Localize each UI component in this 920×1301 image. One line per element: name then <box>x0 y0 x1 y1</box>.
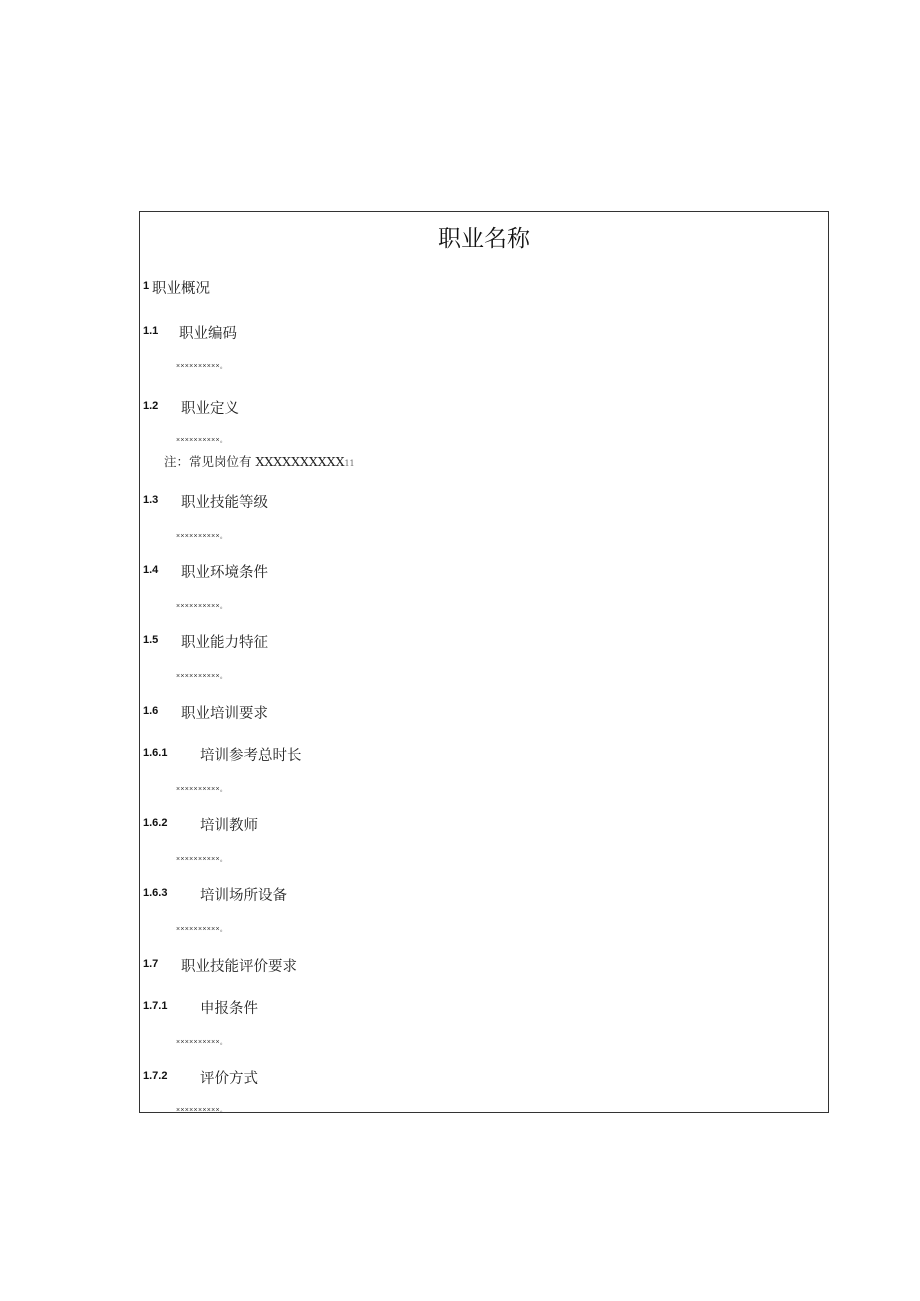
section-number: 1.7 <box>143 958 159 970</box>
section-label: 职业培训要求 <box>181 706 268 722</box>
section-1-6-3-body: ××××××××××。 <box>176 926 228 933</box>
section-number: 1.6 <box>143 705 159 717</box>
section-label: 职业概况 <box>152 281 210 297</box>
section-label: 评价方式 <box>200 1071 258 1087</box>
section-label: 培训参考总时长 <box>200 748 302 764</box>
section-label: 职业技能评价要求 <box>181 959 297 975</box>
section-number: 1.6.3 <box>143 887 168 899</box>
section-label: 培训教师 <box>200 818 258 834</box>
section-1-7-1-body: ××××××××××。 <box>176 1039 228 1046</box>
section-number: 1.2 <box>143 400 159 412</box>
section-number: 1.7.1 <box>143 1000 168 1012</box>
section-1-3-body: ××××××××××。 <box>176 533 228 540</box>
section-number: 1.3 <box>143 494 159 506</box>
section-1-7-2-body: ××××××××××。 <box>176 1107 228 1114</box>
note-tail: 11 <box>344 459 355 468</box>
section-label: 职业环境条件 <box>181 565 268 581</box>
section-1-6-1-body: ××××××××××。 <box>176 786 228 793</box>
section-number: 1.7.2 <box>143 1070 168 1082</box>
section-1-6-2-body: ××××××××××。 <box>176 856 228 863</box>
section-label: 培训场所设备 <box>200 888 287 904</box>
section-1-2-body: ××××××××××。 <box>176 437 228 444</box>
section-1-2-note <box>164 452 355 470</box>
section-1-5-body: ××××××××××。 <box>176 673 228 680</box>
section-number: 1.1 <box>143 325 159 337</box>
section-number: 1 <box>143 280 150 292</box>
document-frame <box>139 211 829 1113</box>
note-text: 注：常见岗位有 XXXXXXXXXX <box>164 454 345 469</box>
section-label: 职业技能等级 <box>181 495 268 511</box>
section-label: 申报条件 <box>200 1001 258 1017</box>
document-title: 职业名称 <box>438 226 530 252</box>
section-number: 1.6.1 <box>143 747 168 759</box>
section-label: 职业编码 <box>179 326 237 342</box>
section-label: 职业定义 <box>181 401 239 417</box>
section-1-1-body: ××××××××××。 <box>176 363 228 370</box>
section-number: 1.6.2 <box>143 817 168 829</box>
section-number: 1.5 <box>143 634 159 646</box>
section-1-4-body: ××××××××××。 <box>176 603 228 610</box>
section-label: 职业能力特征 <box>181 635 268 651</box>
section-number: 1.4 <box>143 564 159 576</box>
